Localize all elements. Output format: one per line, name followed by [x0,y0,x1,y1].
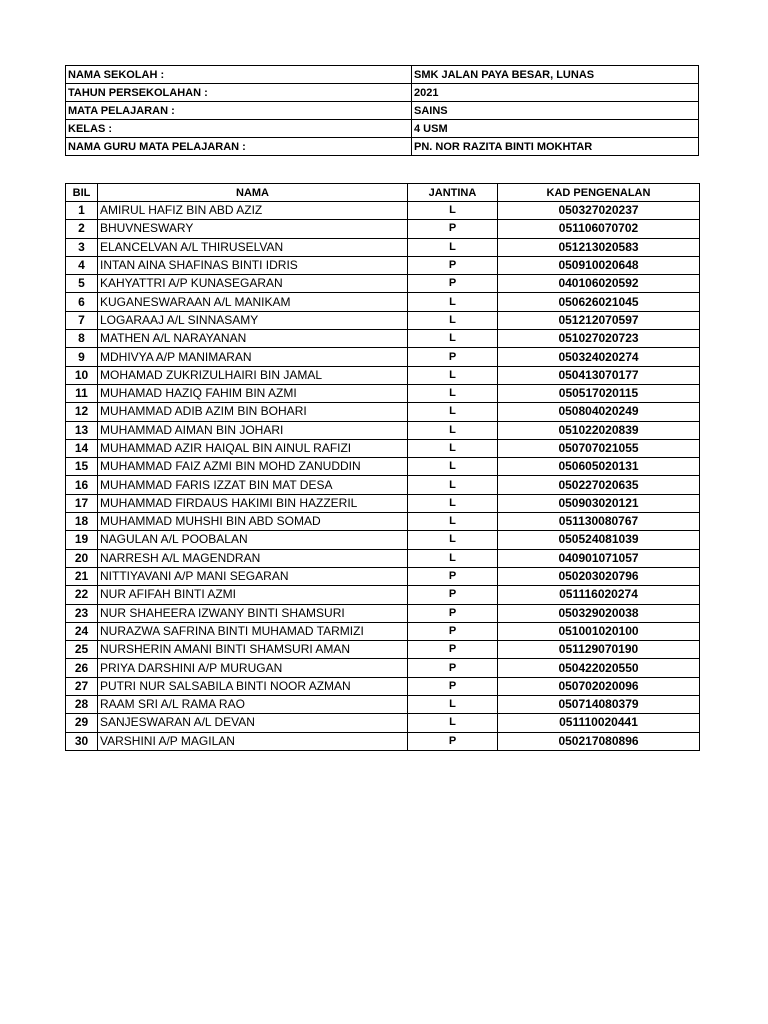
student-name: NITTIYAVANI A/P MANI SEGARAN [98,567,408,585]
student-ic-number: 050707021055 [498,439,700,457]
table-row [66,513,700,531]
table-row [66,293,700,311]
student-name: MUHAMMAD AIMAN BIN JOHARI [98,421,408,439]
info-value: SMK JALAN PAYA BESAR, LUNAS [412,66,699,84]
table-row [66,714,700,732]
header-jantina: JANTINA [408,184,498,202]
student-gender: L [408,403,498,421]
student-gender: L [408,476,498,494]
table-row [66,311,700,329]
student-gender: L [408,696,498,714]
student-gender: L [408,293,498,311]
student-gender: L [408,494,498,512]
student-gender: L [408,238,498,256]
school-info-table [65,65,699,156]
student-ic-number: 050422020550 [498,659,700,677]
student-name: SANJESWARAN A/L DEVAN [98,714,408,732]
info-label: TAHUN PERSEKOLAHAN : [66,84,412,102]
info-value: 4 USM [412,120,699,138]
student-ic-number: 051129070190 [498,641,700,659]
student-bil: 27 [66,677,98,695]
info-row [66,84,699,102]
student-bil: 1 [66,202,98,220]
student-gender: L [408,421,498,439]
student-ic-number: 051213020583 [498,238,700,256]
student-ic-number: 050329020038 [498,604,700,622]
table-row [66,622,700,640]
student-ic-number: 051212070597 [498,311,700,329]
student-ic-number: 051106070702 [498,220,700,238]
student-gender: P [408,622,498,640]
student-gender: P [408,348,498,366]
student-bil: 13 [66,421,98,439]
header-bil: BIL [66,184,98,202]
student-bil: 6 [66,293,98,311]
student-ic-number: 050327020237 [498,202,700,220]
student-name: KUGANESWARAAN A/L MANIKAM [98,293,408,311]
student-bil: 3 [66,238,98,256]
student-ic-number: 051116020274 [498,586,700,604]
student-name: MUHAMMAD FIRDAUS HAKIMI BIN HAZZERIL [98,494,408,512]
student-name: MDHIVYA A/P MANIMARAN [98,348,408,366]
student-bil: 17 [66,494,98,512]
student-name: BHUVNESWARY [98,220,408,238]
student-gender: P [408,641,498,659]
info-label: NAMA SEKOLAH : [66,66,412,84]
student-bil: 24 [66,622,98,640]
student-bil: 28 [66,696,98,714]
student-name: PUTRI NUR SALSABILA BINTI NOOR AZMAN [98,677,408,695]
student-ic-number: 051001020100 [498,622,700,640]
student-gender: P [408,604,498,622]
student-gender: L [408,366,498,384]
student-ic-number: 050626021045 [498,293,700,311]
student-name: MUHAMMAD AZIR HAIQAL BIN AINUL RAFIZI [98,439,408,457]
student-name: NARRESH A/L MAGENDRAN [98,549,408,567]
student-ic-number: 050910020648 [498,256,700,274]
student-bil: 12 [66,403,98,421]
student-ic-number: 050605020131 [498,458,700,476]
table-row [66,641,700,659]
student-gender: P [408,275,498,293]
student-table-body [66,202,700,751]
student-name: RAAM SRI A/L RAMA RAO [98,696,408,714]
student-bil: 9 [66,348,98,366]
student-name: MUHAMMAD ADIB AZIM BIN BOHARI [98,403,408,421]
student-bil: 15 [66,458,98,476]
student-gender: P [408,567,498,585]
student-gender: L [408,549,498,567]
student-gender: P [408,732,498,750]
student-ic-number: 050702020096 [498,677,700,695]
student-name: MUHAMAD HAZIQ FAHIM BIN AZMI [98,384,408,402]
student-bil: 8 [66,330,98,348]
header-kad-pengenalan: KAD PENGENALAN [498,184,700,202]
info-label: KELAS : [66,120,412,138]
student-name: LOGARAAJ A/L SINNASAMY [98,311,408,329]
student-bil: 18 [66,513,98,531]
student-gender: L [408,202,498,220]
student-bil: 11 [66,384,98,402]
info-label: MATA PELAJARAN : [66,102,412,120]
student-ic-number: 050227020635 [498,476,700,494]
student-name: AMIRUL HAFIZ BIN ABD AZIZ [98,202,408,220]
student-bil: 5 [66,275,98,293]
table-row [66,348,700,366]
student-name: ELANCELVAN A/L THIRUSELVAN [98,238,408,256]
info-value: 2021 [412,84,699,102]
student-ic-number: 051130080767 [498,513,700,531]
student-gender: P [408,586,498,604]
student-gender: L [408,714,498,732]
table-row [66,567,700,585]
info-row [66,138,699,156]
info-value: PN. NOR RAZITA BINTI MOKHTAR [412,138,699,156]
student-ic-number: 050217080896 [498,732,700,750]
student-bil: 26 [66,659,98,677]
table-row [66,531,700,549]
table-row [66,604,700,622]
student-ic-number: 051022020839 [498,421,700,439]
student-gender: P [408,220,498,238]
table-row [66,403,700,421]
table-row [66,202,700,220]
student-ic-number: 050524081039 [498,531,700,549]
student-ic-number: 051027020723 [498,330,700,348]
table-row [66,494,700,512]
student-name: NURAZWA SAFRINA BINTI MUHAMAD TARMIZI [98,622,408,640]
student-bil: 22 [66,586,98,604]
student-bil: 4 [66,256,98,274]
student-name: NUR AFIFAH BINTI AZMI [98,586,408,604]
student-name: MUHAMMAD MUHSHI BIN ABD SOMAD [98,513,408,531]
student-bil: 2 [66,220,98,238]
student-name: NURSHERIN AMANI BINTI SHAMSURI AMAN [98,641,408,659]
table-row [66,238,700,256]
student-gender: L [408,439,498,457]
student-name: MUHAMMAD FARIS IZZAT BIN MAT DESA [98,476,408,494]
student-name: KAHYATTRI A/P KUNASEGARAN [98,275,408,293]
student-bil: 23 [66,604,98,622]
table-row [66,439,700,457]
table-row [66,586,700,604]
student-gender: L [408,513,498,531]
student-bil: 29 [66,714,98,732]
info-row [66,102,699,120]
student-ic-number: 050804020249 [498,403,700,421]
student-ic-number: 050714080379 [498,696,700,714]
student-ic-number: 050517020115 [498,384,700,402]
table-row [66,732,700,750]
student-bil: 21 [66,567,98,585]
student-bil: 7 [66,311,98,329]
student-bil: 25 [66,641,98,659]
student-list-table [65,183,700,751]
student-bil: 19 [66,531,98,549]
school-info-body [66,66,699,156]
student-name: MATHEN A/L NARAYANAN [98,330,408,348]
table-row [66,275,700,293]
student-bil: 16 [66,476,98,494]
table-row [66,384,700,402]
student-name: MUHAMMAD FAIZ AZMI BIN MOHD ZANUDDIN [98,458,408,476]
table-row [66,421,700,439]
table-row [66,549,700,567]
header-nama: NAMA [98,184,408,202]
student-name: NAGULAN A/L POOBALAN [98,531,408,549]
table-row [66,659,700,677]
student-gender: P [408,256,498,274]
student-gender: L [408,311,498,329]
student-bil: 20 [66,549,98,567]
student-ic-number: 050413070177 [498,366,700,384]
info-row [66,66,699,84]
student-ic-number: 040106020592 [498,275,700,293]
table-row [66,220,700,238]
table-row [66,476,700,494]
student-name: NUR SHAHEERA IZWANY BINTI SHAMSURI [98,604,408,622]
student-name: VARSHINI A/P MAGILAN [98,732,408,750]
student-bil: 10 [66,366,98,384]
student-bil: 30 [66,732,98,750]
table-row [66,366,700,384]
student-name: INTAN AINA SHAFINAS BINTI IDRIS [98,256,408,274]
student-gender: P [408,659,498,677]
student-ic-number: 040901071057 [498,549,700,567]
student-gender: L [408,458,498,476]
table-row [66,696,700,714]
student-table-header-row [66,184,700,202]
student-name: MOHAMAD ZUKRIZULHAIRI BIN JAMAL [98,366,408,384]
student-gender: L [408,531,498,549]
student-gender: L [408,384,498,402]
student-ic-number: 051110020441 [498,714,700,732]
student-gender: L [408,330,498,348]
table-row [66,330,700,348]
student-ic-number: 050903020121 [498,494,700,512]
table-row [66,256,700,274]
student-ic-number: 050203020796 [498,567,700,585]
student-ic-number: 050324020274 [498,348,700,366]
student-gender: P [408,677,498,695]
table-row [66,677,700,695]
student-name: PRIYA DARSHINI A/P MURUGAN [98,659,408,677]
student-bil: 14 [66,439,98,457]
info-label: NAMA GURU MATA PELAJARAN : [66,138,412,156]
table-row [66,458,700,476]
info-value: SAINS [412,102,699,120]
info-row [66,120,699,138]
